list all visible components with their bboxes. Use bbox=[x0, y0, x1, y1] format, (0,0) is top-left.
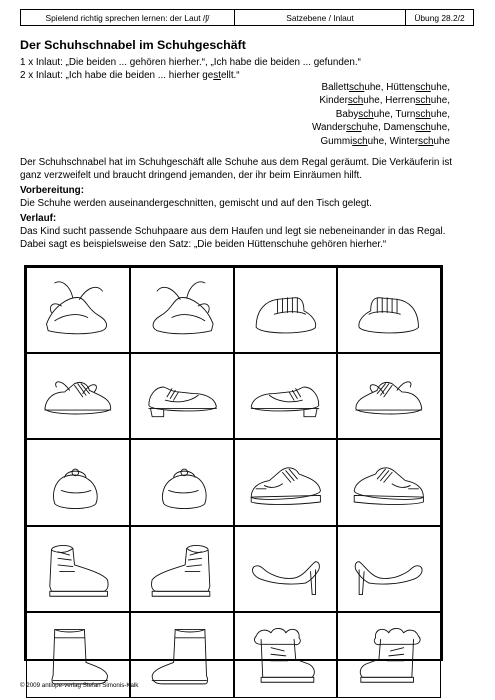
copyright-footer: © 2009 antiope-verlag Stefan Simonis-Kalk bbox=[20, 682, 139, 689]
header-level: Satzebene / Inlaut bbox=[235, 10, 406, 25]
word-list-row bbox=[312, 81, 450, 94]
word-segment: uhe, Hütten bbox=[364, 82, 416, 93]
shoe-card bbox=[26, 439, 130, 525]
word-segment: uhe bbox=[433, 135, 450, 147]
word-segment: uhe, bbox=[430, 108, 450, 120]
slipper-icon bbox=[239, 273, 333, 347]
kids-shoe-icon bbox=[31, 359, 125, 433]
shoe-card bbox=[26, 267, 130, 353]
instruction-line-2: 2 x Inlaut: „Ich habe die beiden ... hierher gestellt.“ bbox=[20, 70, 240, 81]
sch-underline: sch bbox=[348, 82, 365, 93]
shoe-card bbox=[234, 439, 338, 525]
mens-shoe-icon bbox=[239, 359, 333, 433]
shoe-card bbox=[337, 439, 441, 525]
word-list-row bbox=[312, 108, 450, 121]
shoe-card bbox=[26, 526, 130, 612]
word-list-row bbox=[312, 121, 450, 134]
mens-shoe-icon bbox=[135, 359, 229, 433]
shoe-card bbox=[26, 353, 130, 439]
procedure-heading: Verlauf: bbox=[20, 213, 57, 224]
kids-shoe-icon bbox=[342, 359, 436, 433]
high-heel-icon bbox=[342, 532, 436, 606]
shoe-card bbox=[130, 267, 234, 353]
instruction-line-1: 1 x Inlaut: „Die beiden ... gehören hierher.“, „Ich habe die beiden ... gefunden.“ bbox=[20, 57, 361, 68]
sch-underline: sch bbox=[346, 122, 362, 134]
shoe-card bbox=[130, 439, 234, 525]
ballet-shoe-icon bbox=[31, 273, 125, 347]
baby-shoe-icon bbox=[135, 446, 229, 520]
winter-boot-icon bbox=[239, 618, 333, 692]
word-list-row bbox=[312, 135, 450, 148]
word-segment: uhe, Winter bbox=[367, 135, 419, 147]
winter-boot-icon bbox=[342, 618, 436, 692]
word-segment: uhe, Herren bbox=[363, 95, 416, 107]
high-heel-icon bbox=[239, 532, 333, 606]
slipper-icon bbox=[342, 273, 436, 347]
preparation-text: Die Schuhe werden auseinandergeschnitten, gemischt und auf den Tisch gelegt. bbox=[20, 198, 372, 209]
sch-underline: sch bbox=[347, 95, 364, 107]
word-segment: uhe, Damen bbox=[361, 122, 416, 134]
ballet-shoe-icon bbox=[135, 273, 229, 347]
page-title: Der Schuhschnabel im Schuhgeschäft bbox=[20, 38, 246, 52]
word-segment: uhe, bbox=[430, 122, 450, 134]
shoe-card bbox=[337, 353, 441, 439]
hiking-boot-icon bbox=[31, 532, 125, 606]
baby-shoe-icon bbox=[31, 446, 125, 520]
shoe-card bbox=[130, 526, 234, 612]
preparation-heading: Vorbereitung: bbox=[20, 185, 85, 196]
header-series: Spielend richtig sprechen lernen: der Laut /ʃ/ bbox=[21, 10, 235, 25]
word-segment: Baby bbox=[335, 108, 359, 120]
sneaker-icon bbox=[239, 446, 333, 520]
sch-underline: sch bbox=[415, 95, 431, 107]
rubber-boot-icon bbox=[31, 618, 125, 692]
shoe-card bbox=[234, 353, 338, 439]
page-header bbox=[20, 9, 474, 26]
shoe-card bbox=[234, 612, 338, 698]
header-exercise: Übung 28.2/2 bbox=[414, 12, 465, 23]
word-segment: Ballett bbox=[321, 82, 349, 93]
intro-text: Der Schuhschnabel hat im Schuhgeschäft alle Schuhe aus dem Regal geräumt. Die Verkäuferin ist ganz verzweifelt und braucht dringend jemanden, der ihr beim Einräumen hilft. bbox=[20, 157, 452, 181]
sneaker-icon bbox=[342, 446, 436, 520]
sch-underline: sch bbox=[418, 135, 434, 147]
rubber-boot-icon bbox=[135, 618, 229, 692]
shoe-card bbox=[130, 353, 234, 439]
sch-underline: sch bbox=[358, 108, 374, 120]
word-segment: uhe, bbox=[430, 82, 450, 93]
sch-underline: sch bbox=[352, 135, 368, 147]
procedure-text: Das Kind sucht passende Schuhpaare aus dem Haufen und legt sie nebeneinander in das Regal. Dabei sagt es beispielsweise den Satz: „Die beiden Hüttenschuhe gehören hierher.“ bbox=[20, 226, 446, 250]
shoe-card bbox=[234, 267, 338, 353]
hiking-boot-icon bbox=[135, 532, 229, 606]
word-list-row bbox=[312, 94, 450, 107]
sch-underline: sch bbox=[415, 122, 431, 134]
word-segment: uhe, Turn bbox=[373, 108, 416, 120]
word-segment: Kinder bbox=[319, 95, 348, 107]
word-segment: Gummi bbox=[320, 135, 353, 147]
shoe-card bbox=[337, 612, 441, 698]
word-segment: uhe, bbox=[430, 95, 450, 107]
shoe-card bbox=[337, 267, 441, 353]
word-list bbox=[312, 81, 450, 148]
shoe-card-grid bbox=[24, 265, 443, 661]
shoe-card bbox=[337, 526, 441, 612]
shoe-card bbox=[130, 612, 234, 698]
sch-underline: sch bbox=[415, 108, 431, 120]
word-segment: Wander bbox=[312, 122, 347, 134]
sch-underline: sch bbox=[415, 82, 431, 93]
shoe-card bbox=[234, 526, 338, 612]
